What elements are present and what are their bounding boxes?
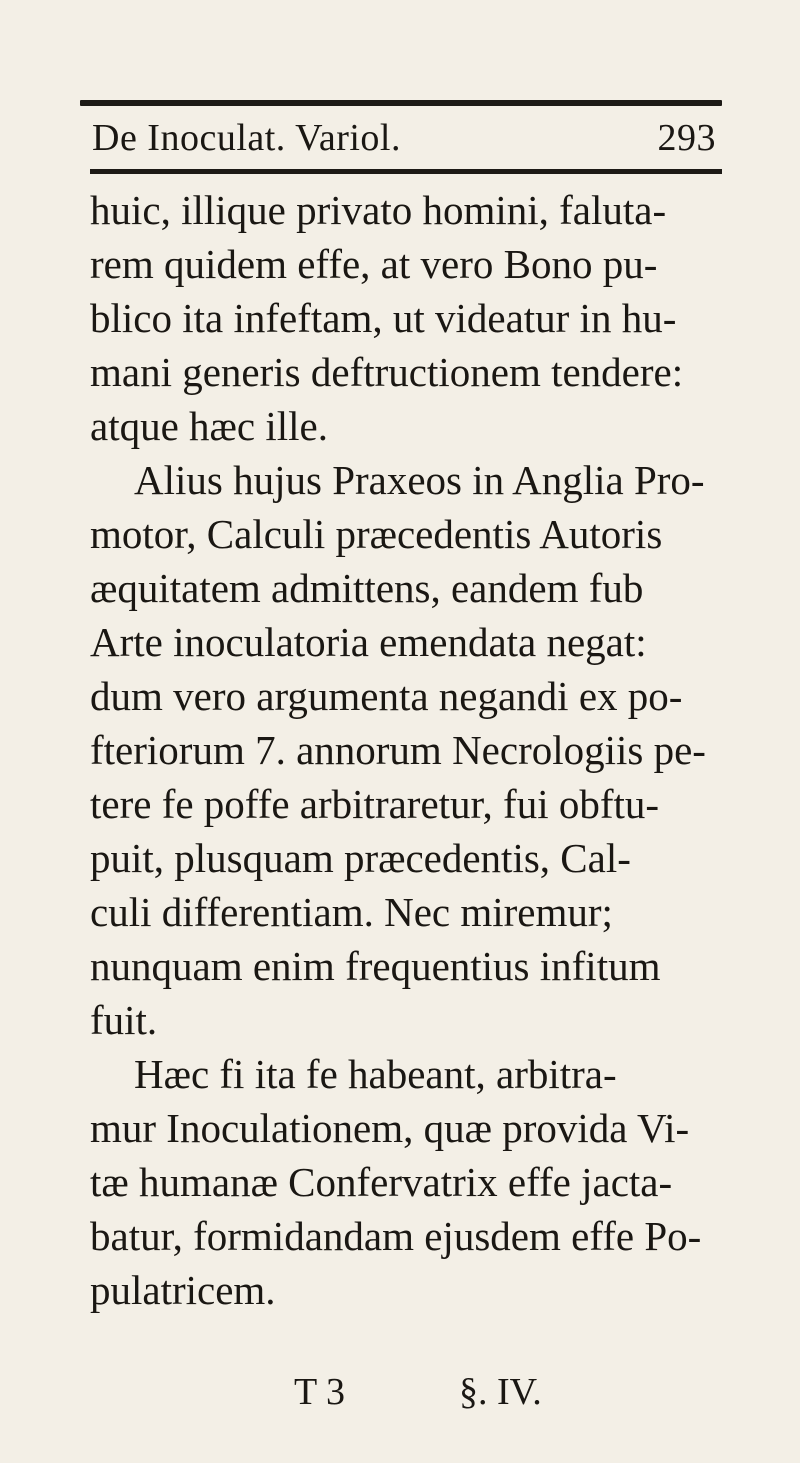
text-line: fteriorum 7. annorum Necrologiis pe- — [90, 727, 706, 773]
text-line: mur Inoculationem, quæ provida Vi- — [90, 1105, 690, 1151]
paragraph-start-line: Alius hujus Praxeos in Anglia Pro- — [134, 457, 705, 503]
text-line: æquitatem admittens, eandem fub — [90, 565, 644, 611]
page-number: 293 — [657, 117, 716, 159]
text-line: atque hæc ille. — [90, 403, 328, 449]
text-line: tæ humanæ Confervatrix effe jacta- — [90, 1159, 673, 1205]
text-line: puit, plusquam præcedentis, Cal- — [90, 835, 631, 881]
header-rule-top — [80, 100, 722, 106]
text-line: batur, formidandam ejusdem effe Po- — [90, 1213, 702, 1259]
text-line: fuit. — [90, 997, 158, 1043]
text-line: mani generis deftructionem tendere: — [90, 349, 684, 395]
text-line: rem quidem effe, at vero Bono pu- — [90, 241, 658, 287]
signature-mark: T 3 — [294, 1371, 346, 1413]
text-line: Arte inoculatoria emendata negat: — [90, 619, 647, 665]
catchword: §. IV. — [459, 1371, 542, 1413]
text-line: blico ita infeftam, ut videatur in hu- — [90, 295, 677, 341]
text-line: dum vero argumenta negandi ex po- — [90, 673, 683, 719]
header-rule-bottom — [90, 169, 722, 174]
text-line: motor, Calculi præcedentis Autoris — [90, 511, 663, 557]
text-line: culi differentiam. Nec miremur; — [90, 889, 613, 935]
page-footer — [0, 1370, 800, 1420]
paragraph-start-line: Hæc fi ita fe habeant, arbitra- — [134, 1051, 617, 1097]
running-head — [92, 116, 716, 166]
text-line: tere fe poffe arbitraretur, fui obftu- — [90, 781, 660, 827]
text-line: nunquam enim frequentius infitum — [90, 943, 661, 989]
running-title: De Inoculat. Variol. — [92, 117, 401, 159]
text-line: pulatricem. — [90, 1267, 276, 1313]
text-line: huic, illique privato homini, faluta- — [90, 187, 667, 233]
